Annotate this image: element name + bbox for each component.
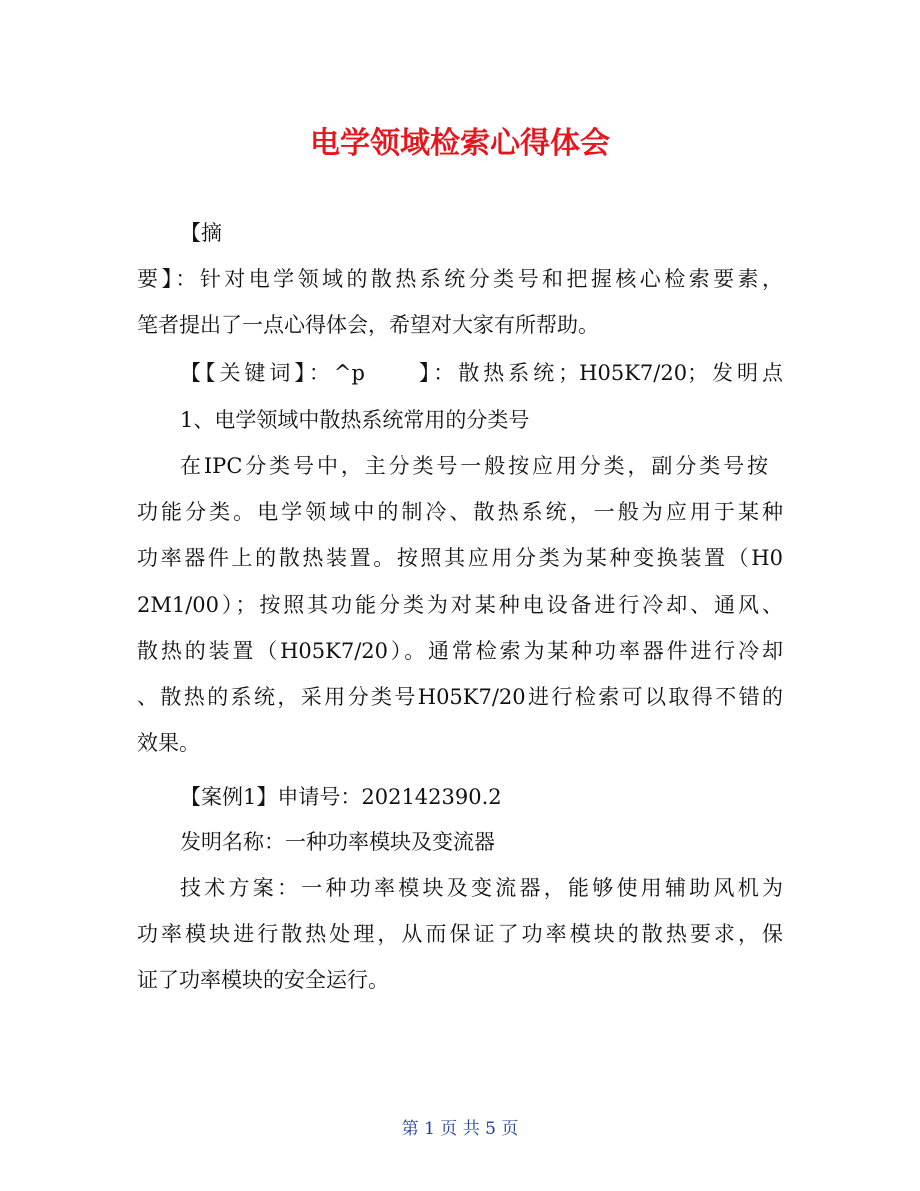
invention-name: 发明名称：一种功率模块及变流器: [180, 830, 495, 854]
paragraph-line: 证了功率模块的安全运行。: [137, 968, 389, 992]
paragraph-line: 、散热的系统，采用分类号H05K7/20进行检索可以取得不错的: [137, 685, 783, 709]
paragraph-line: 笔者提出了一点心得体会，希望对大家有所帮助。: [137, 313, 599, 337]
page-footer: 第 1 页 共 5 页: [401, 1119, 519, 1139]
keywords-line: 【【关键词】：^p 】：散热系统；H05K7/20；发明点: [180, 361, 783, 385]
document-title: 电学领域检索心得体会: [310, 126, 610, 161]
paragraph-line: 效果。: [137, 731, 200, 755]
paragraph-line: 2M1/00）；按照其功能分类为对某种电设备进行冷却、通风、: [137, 593, 783, 617]
paragraph-line: 散热的装置（H05K7/20）。通常检索为某种功率器件进行冷却: [137, 639, 783, 663]
paragraph-line: 功率器件上的散热装置。按照其应用分类为某种变换装置（H0: [137, 546, 783, 570]
paragraph-line: 功能分类。电学领域中的制冷、散热系统，一般为应用于某种: [137, 500, 783, 524]
paragraph-line: 要】：针对电学领域的散热系统分类号和把握核心检索要素，: [137, 267, 783, 291]
abstract-label: 【摘: [180, 221, 222, 245]
paragraph-line: 技术方案：一种功率模块及变流器，能够使用辅助风机为: [180, 876, 783, 900]
paragraph-line: 功率模块进行散热处理，从而保证了功率模块的散热要求，保: [137, 922, 783, 946]
paragraph-line: 在IPC分类号中，主分类号一般按应用分类，副分类号按: [180, 454, 768, 478]
case-heading: 【案例1】申请号：202142390.2: [180, 785, 502, 809]
section-heading: 1、电学领域中散热系统常用的分类号: [180, 408, 530, 432]
